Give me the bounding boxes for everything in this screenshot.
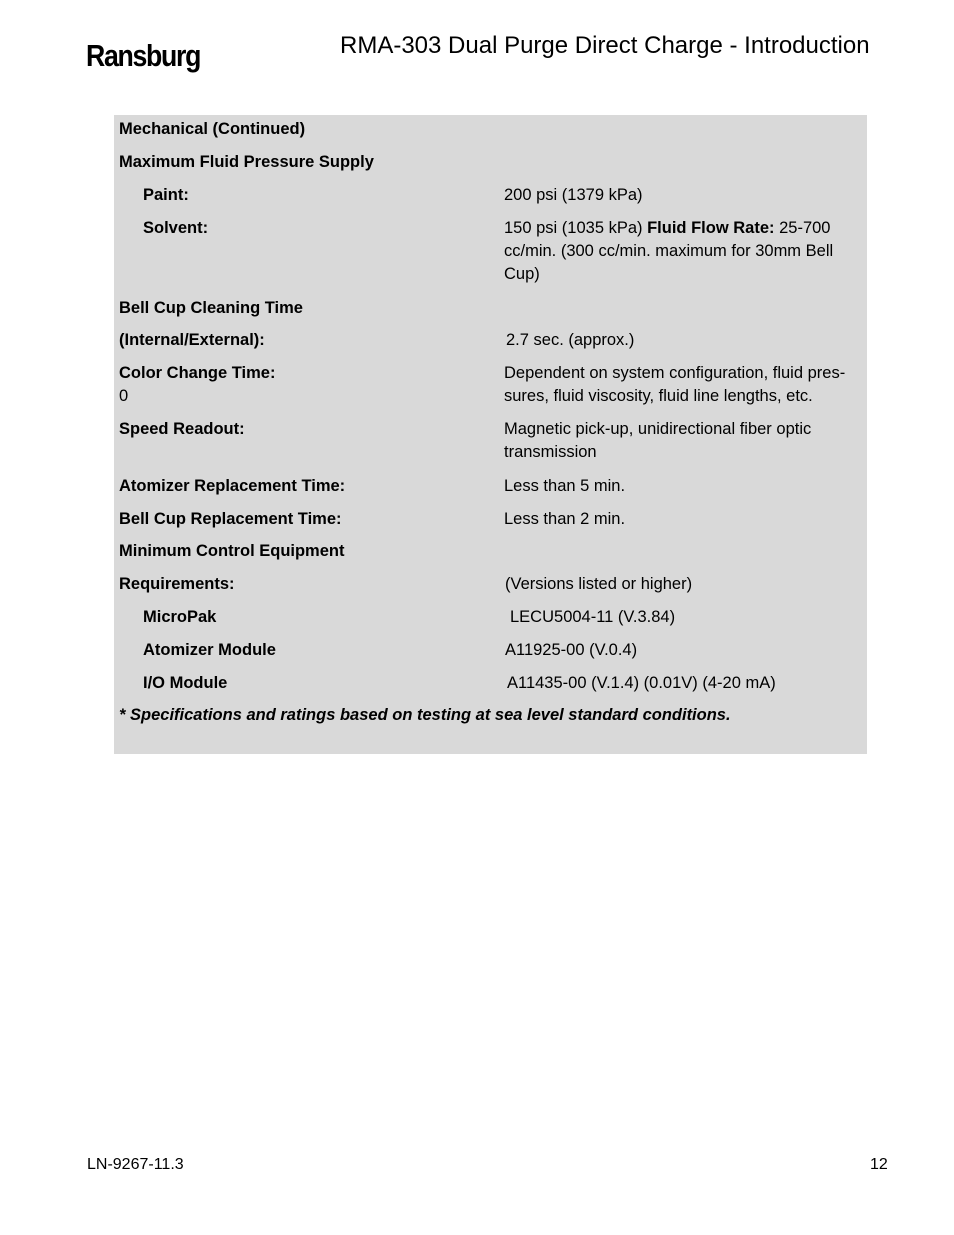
flow-rate-label: Fluid Flow Rate:	[647, 219, 775, 237]
paint-label: Paint:	[143, 186, 189, 204]
solvent-pressure: 150 psi (1035 kPa)	[504, 219, 648, 237]
internal-external-label: (Internal/External):	[119, 331, 265, 349]
color-change-value: Dependent on system configuration, fluid pres-sures, fluid viscosity, fluid line lengths, etc.	[504, 364, 846, 405]
color-change-sub: 0	[119, 387, 129, 405]
specifications-table	[114, 115, 867, 754]
io-module-label: I/O Module	[143, 674, 228, 692]
page-number: 12	[870, 1156, 888, 1173]
document-number: LN-9267-11.3	[87, 1156, 184, 1173]
solvent-label: Solvent:	[143, 219, 209, 237]
micropak-value: LECU5004-11 (V.3.84)	[510, 608, 676, 626]
atomizer-module-value: A11925-00 (V.0.4)	[505, 641, 638, 659]
requirements-value: (Versions listed or higher)	[505, 575, 693, 593]
page-title: RMA-303 Dual Purge Direct Charge - Introduction	[340, 32, 870, 59]
max-fluid-label: Maximum Fluid Pressure Supply	[119, 153, 374, 171]
section-heading: Mechanical (Continued)	[119, 120, 306, 138]
internal-external-value: 2.7 sec. (approx.)	[506, 331, 635, 349]
atomizer-replacement-label: Atomizer Replacement Time:	[119, 477, 346, 495]
color-change-label: Color Change Time:	[119, 364, 276, 382]
io-module-value: A11435-00 (V.1.4) (0.01V) (4-20 mA)	[507, 674, 776, 692]
specifications-note: * Specifications and ratings based on testing at sea level standard conditions.	[119, 706, 731, 724]
atomizer-module-label: Atomizer Module	[143, 641, 276, 659]
paint-value: 200 psi (1379 kPa)	[504, 186, 643, 204]
speed-readout-label: Speed Readout:	[119, 420, 245, 438]
solvent-value	[504, 217, 864, 286]
bell-cleaning-label: Bell Cup Cleaning Time	[119, 299, 303, 317]
speed-readout-value: Magnetic pick-up, unidirectional fiber optic transmission	[504, 420, 812, 461]
micropak-label: MicroPak	[143, 608, 217, 626]
requirements-label: Requirements:	[119, 575, 235, 593]
flow-rate-value: 25-700 cc/min. (300 cc/min. maximum for 30mm Bell Cup)	[504, 219, 834, 283]
bell-replacement-value: Less than 2 min.	[504, 510, 626, 528]
bell-replacement-label: Bell Cup Replacement Time:	[119, 510, 342, 528]
ransburg-logo: Ransburg	[86, 38, 201, 73]
min-control-label: Minimum Control Equipment	[119, 542, 345, 560]
atomizer-replacement-value: Less than 5 min.	[504, 477, 626, 495]
